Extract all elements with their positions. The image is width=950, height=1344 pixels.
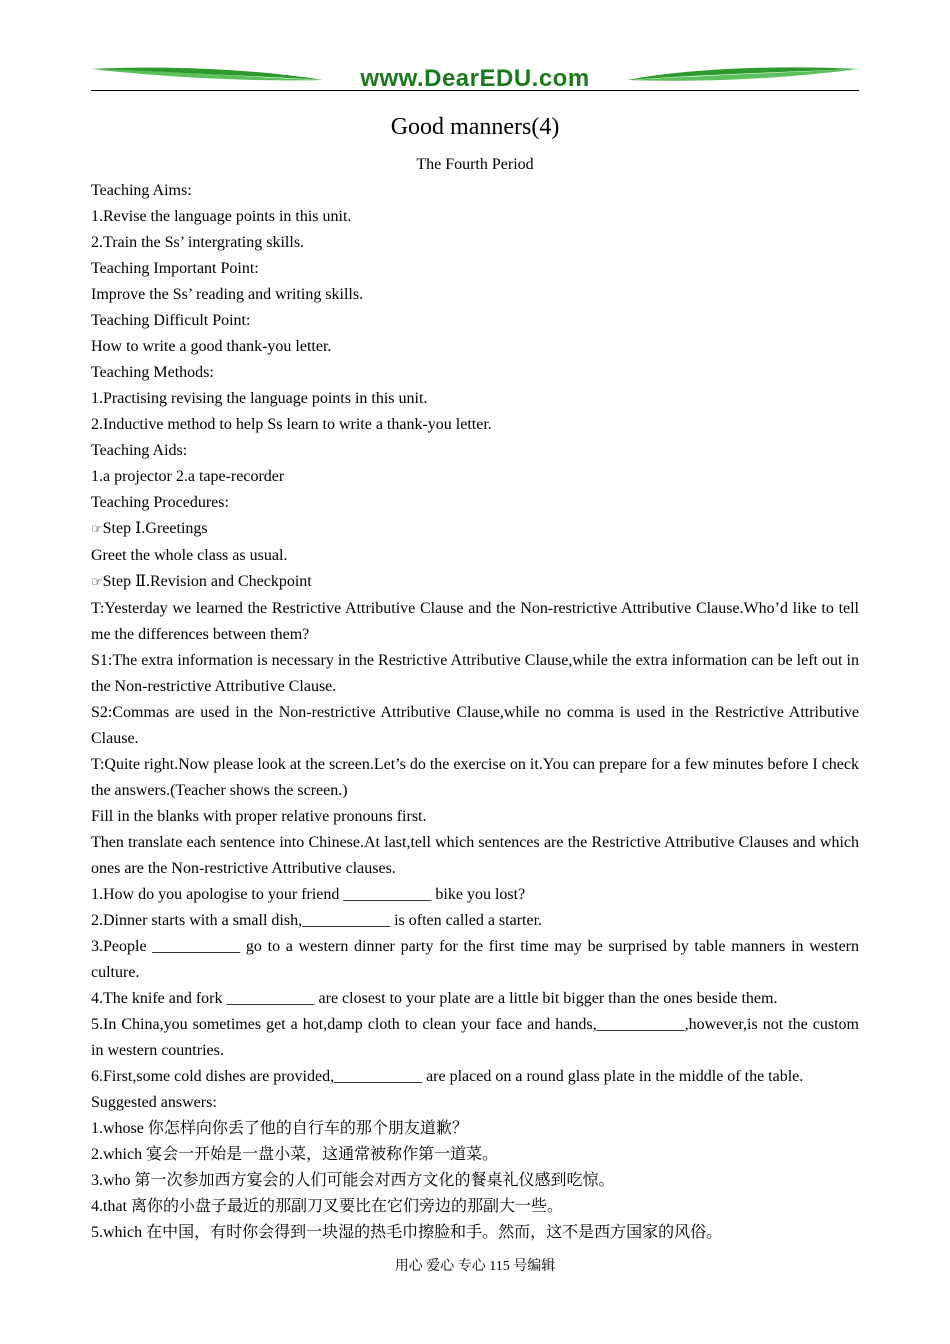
page-subtitle: The Fourth Period xyxy=(416,156,534,173)
section-heading: Teaching Important Point: xyxy=(91,260,259,277)
exercise-item: 1.How do you apologise to your friend ___________ bike you lost? xyxy=(91,886,526,903)
list-item: 1.Revise the language points in this unit. xyxy=(91,208,352,225)
pointing-hand-icon: ☞ xyxy=(91,522,103,537)
list-item: 2.Inductive method to help Ss learn to write a thank-you letter. xyxy=(91,416,492,433)
section-heading: Teaching Aids: xyxy=(91,442,188,459)
dialogue-line: T:Quite right.Now please look at the screen.Let’s do the exercise on it.You can prepare for a few minutes before I check the answers.(Teacher shows the screen.) xyxy=(91,756,859,799)
section-heading: Teaching Aims: xyxy=(91,182,192,199)
paragraph: Improve the Ss’ reading and writing skills. xyxy=(91,286,364,303)
paragraph: 1.a projector 2.a tape-recorder xyxy=(91,468,285,485)
exercise-item: 3.People ___________ go to a western dinner party for the first time may be surprised by table manners in western culture. xyxy=(91,938,859,981)
list-item: 1.Practising revising the language points in this unit. xyxy=(91,390,428,407)
section-heading: Suggested answers: xyxy=(91,1094,217,1111)
instruction: Then translate each sentence into Chinese.At last,tell which sentences are the Restrictive Attributive Clauses and which ones are the Non-restrictive Attributive clauses. xyxy=(91,834,859,877)
page-title: Good manners(4) xyxy=(390,114,560,140)
dialogue-line: S2:Commas are used in the Non-restrictive Attributive Clause,while no comma is used in the Restrictive Attributive Clause. xyxy=(91,704,859,747)
exercise-item: 4.The knife and fork ___________ are closest to your plate are a little bit bigger than the ones beside them. xyxy=(91,990,778,1007)
step-label: Step Ⅱ.Revision and Checkpoint xyxy=(102,573,312,590)
paragraph: Greet the whole class as usual. xyxy=(91,547,288,564)
pointing-hand-icon: ☞ xyxy=(91,575,103,590)
answer-item: 1.whose 你怎样向你丢了他的自行车的那个朋友道歉？ xyxy=(91,1120,468,1137)
section-heading: Teaching Procedures: xyxy=(91,494,229,511)
exercise-item: 2.Dinner starts with a small dish,___________ is often called a starter. xyxy=(91,912,543,929)
step-heading xyxy=(91,569,859,596)
dialogue-line: T:Yesterday we learned the Restrictive Attributive Clause and the Non-restrictive Attributive Clause.Who’d like to tell me the differences between them? xyxy=(91,600,859,643)
instruction: Fill in the blanks with proper relative pronouns first. xyxy=(91,808,427,825)
list-item: 2.Train the Ss’ intergrating skills. xyxy=(91,234,305,251)
page-footer: 用心 爱心 专心 115 号编辑 xyxy=(394,1259,556,1274)
answer-item: 5.which 在中国，有时你会得到一块湿的热毛巾擦脸和手。然而，这不是西方国家的风俗。 xyxy=(91,1224,723,1241)
site-logo-text: www.DearEDU.com xyxy=(360,65,590,92)
answer-item: 2.which 宴会一开始是一盘小菜，这通常被称作第一道菜。 xyxy=(91,1146,499,1163)
exercise-item: 6.First,some cold dishes are provided,___________ are placed on a round glass plate in the middle of the table. xyxy=(91,1068,804,1085)
lesson-body xyxy=(91,178,859,1246)
exercise-item: 5.In China,you sometimes get a hot,damp cloth to clean your face and hands,___________,however,is not the custom in western countries. xyxy=(91,1016,859,1059)
header-rule xyxy=(91,90,859,91)
answer-item: 3.who 第一次参加西方宴会的人们可能会对西方文化的餐桌礼仪感到吃惊。 xyxy=(91,1172,615,1189)
answer-item: 4.that 离你的小盘子最近的那副刀叉要比在它们旁边的那副大一些。 xyxy=(91,1198,563,1215)
step-label: Step Ⅰ.Greetings xyxy=(102,520,208,537)
section-heading: Teaching Methods: xyxy=(91,364,214,381)
dialogue-line: S1:The extra information is necessary in the Restrictive Attributive Clause,while the extra information can be left out in the Non-restrictive Attributive Clause. xyxy=(91,652,859,695)
section-heading: Teaching Difficult Point: xyxy=(91,312,251,329)
paragraph: How to write a good thank-you letter. xyxy=(91,338,332,355)
step-heading xyxy=(91,516,859,543)
